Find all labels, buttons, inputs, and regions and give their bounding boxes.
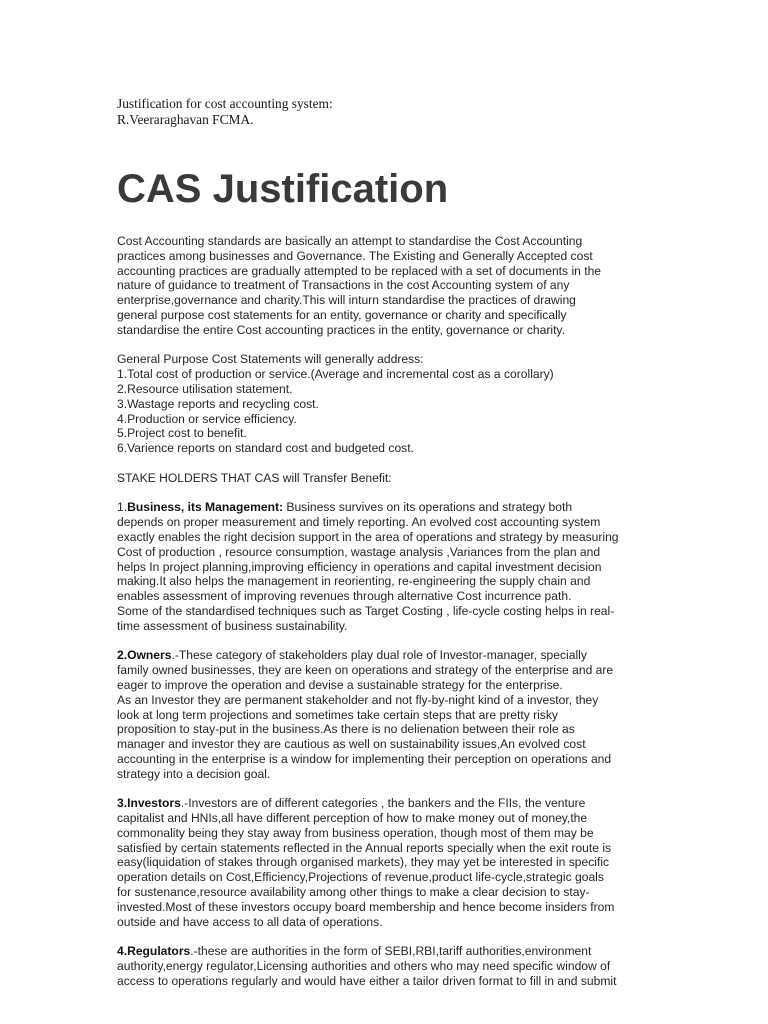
text-line: exactly enables the right decision support in the area of operations and strategy by measuring xyxy=(117,529,619,544)
text-line: satisfied by certain statements reflected in the Annual reports specially when the exit route is xyxy=(117,840,612,855)
text-line: As an Investor they are permanent stakeholder and not fly-by-night kind of a investor, they xyxy=(117,692,599,707)
paragraph-gap xyxy=(117,781,657,796)
list-item: 6.Varience reports on standard cost and budgeted cost. xyxy=(117,441,414,456)
text-line: operation details on Cost,Efficiency,Projections of revenue,product life-cycle,strategic goals xyxy=(117,870,604,885)
section-heading: 2.Owners xyxy=(117,648,172,663)
text-line: making.It also helps the management in reorienting, re-engineering the supply chain and xyxy=(117,574,591,589)
text-line: nature of guidance to treatment of Transactions in the cost Accounting system of any xyxy=(117,278,570,293)
document-body xyxy=(117,234,657,989)
paragraph-gap xyxy=(117,456,657,471)
text-line: depends on proper measurement and timely reporting. An evolved cost accounting system xyxy=(117,515,601,530)
document-author: R.Veeraraghavan FCMA. xyxy=(117,112,254,127)
text-line: standardise the entire Cost accounting practices in the entity, governance or charity. xyxy=(117,322,565,337)
text-line: for sustenance,resource availability among other things to make a clear decision to stay- xyxy=(117,885,590,900)
intro-paragraph xyxy=(117,234,657,338)
text-line: capitalist and HNIs,all have different perception of how to make money out of money,the xyxy=(117,811,588,826)
section-number: 1. xyxy=(117,500,128,515)
list-item: 5.Project cost to benefit. xyxy=(117,426,247,441)
text-line: Some of the standardised techniques such as Target Costing , life-cycle costing helps in real- xyxy=(117,603,615,618)
text-line: strategy into a decision goal. xyxy=(117,766,271,781)
section-text: .-these are authorities in the form of SEBI,RBI,tariff authorities,environment xyxy=(190,944,592,959)
text-line: eager to improve the operation and devise a sustainable strategy for the enterprise. xyxy=(117,677,563,692)
document-page xyxy=(117,96,657,988)
text-line: practices among businesses and Governance. The Existing and Generally Accepted cost xyxy=(117,248,593,263)
list-item: 4.Production or service efficiency. xyxy=(117,411,297,426)
paragraph-gap xyxy=(117,338,657,353)
text-line: accounting practices are gradually attempted to be replaced with a set of documents in the xyxy=(117,263,602,278)
text-line: invested.Most of these investors occupy board membership and hence become insiders from xyxy=(117,899,615,914)
text-line: enterprise,governance and charity.This will inturn standardise the practices of drawing xyxy=(117,293,576,308)
stakeholders-heading: STAKE HOLDERS THAT CAS will Transfer Benefit: xyxy=(117,470,392,485)
section-owners xyxy=(117,648,657,781)
list-item: 2.Resource utilisation statement. xyxy=(117,381,293,396)
text-line: authority,energy regulator,Licensing authorities and others who may need specific window of xyxy=(117,959,611,974)
section-first-line xyxy=(117,796,657,811)
list-item: 3.Wastage reports and recycling cost. xyxy=(117,396,319,411)
list-item: 1.Total cost of production or service.(Average and incremental cost as a corollary) xyxy=(117,367,554,382)
text-line: Cost Accounting standards are basically an attempt to standardise the Cost Accounting xyxy=(117,234,583,248)
section-text: Business survives on its operations and strategy both xyxy=(283,500,573,515)
text-line: family owned businesses, they are keen on operations and strategy of the enterprise and are xyxy=(117,663,614,678)
section-text: .-Investors are of different categories , the bankers and the FIIs, the venture xyxy=(180,796,586,811)
section-first-line xyxy=(117,500,657,515)
text-line: proposition to stay-put in the business.As there is no delienation between their role as xyxy=(117,722,575,737)
text-line: access to operations regularly and would have either a tailor driven format to fill in and submit xyxy=(117,973,617,988)
statements-list xyxy=(117,352,657,456)
text-line: easy(liquidation of stakes through organised markets), they may yet be interested in specific xyxy=(117,855,610,870)
text-line: enables assessment of improving revenues through alternative Cost incurrence path. xyxy=(117,589,572,604)
page-title: CAS Justification xyxy=(117,167,449,211)
section-first-line xyxy=(117,944,657,959)
text-line: helps In project planning,improving efficiency in operations and capital investment decision xyxy=(117,559,602,574)
section-business-management xyxy=(117,500,657,633)
text-line: outside and have access to all data of operations. xyxy=(117,914,383,929)
paragraph-gap xyxy=(117,929,657,944)
section-first-line xyxy=(117,648,657,663)
section-heading: 3.Investors xyxy=(117,796,181,811)
section-investors xyxy=(117,796,657,929)
text-line: general purpose cost statements for an entity, governance or charity and specifically xyxy=(117,307,567,322)
text-line: time assessment of business sustainability. xyxy=(117,618,348,633)
paragraph-gap xyxy=(117,634,657,649)
document-subject: Justification for cost accounting system: xyxy=(117,96,333,111)
paragraph-gap xyxy=(117,486,657,501)
text-line: commonality being they stay away from business operation, though most of them may be xyxy=(117,825,594,840)
section-regulators xyxy=(117,944,657,988)
section-text: .-These category of stakeholders play dual role of Investor-manager, specially xyxy=(171,648,587,663)
text-line: manager and investor they are cautious as well on sustainability issues,An evolved cost xyxy=(117,737,586,752)
text-line: accounting in the enterprise is a window for implementing their perception on operations and xyxy=(117,751,612,766)
text-line: look at long term projections and sometimes take certain steps that are pretty risky xyxy=(117,707,558,722)
list-heading: General Purpose Cost Statements will generally address: xyxy=(117,352,424,367)
section-heading: 4.Regulators xyxy=(117,944,191,959)
text-line: Cost of production , resource consumption, wastage analysis ,Variances from the plan and xyxy=(117,544,601,559)
section-heading: Business, its Management: xyxy=(127,500,284,515)
